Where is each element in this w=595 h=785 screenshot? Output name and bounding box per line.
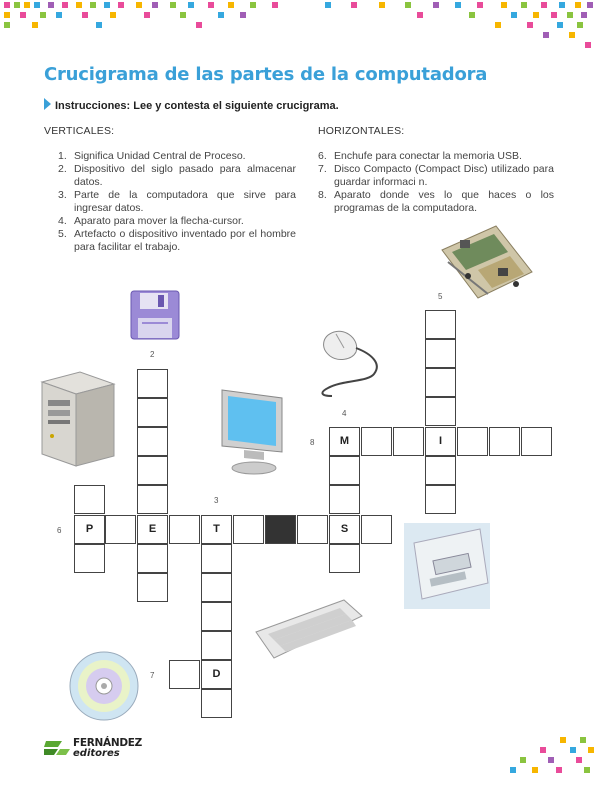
crossword-cell[interactable] — [329, 485, 360, 514]
crossword-cell[interactable] — [425, 310, 456, 339]
crossword-cell[interactable] — [361, 427, 392, 456]
clue-number: 3 — [214, 496, 219, 505]
clue-item: 6. Enchufe para conectar la memoria USB. — [318, 150, 522, 162]
crossword-cell[interactable] — [489, 427, 520, 456]
crossword-cell[interactable]: E — [137, 515, 168, 544]
clue-item: 4. Aparato para mover la flecha-cursor. — [58, 215, 244, 227]
instructions-text: Instrucciones: Lee y contesta el siguiente crucigrama. — [55, 100, 339, 112]
cd-disc-icon — [68, 650, 142, 724]
crossword-cell[interactable]: I — [425, 427, 456, 456]
crossword-cell[interactable] — [425, 485, 456, 514]
clue-item: 7. Disco Compacto (Compact Disc) utilizado para guardar informaci n. — [318, 163, 554, 188]
arrow-icon — [44, 98, 51, 110]
crossword-cell[interactable]: S — [329, 515, 360, 544]
crossword-cell[interactable]: D — [201, 660, 232, 689]
clue-number: 8 — [310, 438, 315, 447]
crossword-cell[interactable] — [201, 689, 232, 718]
floppy-disk-icon — [130, 290, 180, 340]
clue-number: 4 — [342, 409, 347, 418]
decorative-pixels-bottom-right — [500, 735, 595, 780]
crossword-cell[interactable] — [201, 544, 232, 573]
logo-name: FERNÁNDEZ — [73, 737, 142, 749]
verticales-list — [58, 150, 296, 254]
usb-port-icon — [404, 523, 490, 609]
crossword-cell[interactable] — [169, 660, 200, 689]
decorative-pixels-top-right — [305, 0, 595, 52]
mouse-icon — [312, 324, 392, 400]
crossword-cell[interactable] — [329, 456, 360, 485]
crossword-cell[interactable]: P — [74, 515, 105, 544]
crossword-cell[interactable] — [201, 602, 232, 631]
crossword-cell[interactable] — [425, 456, 456, 485]
crossword-cell[interactable] — [201, 631, 232, 660]
instructions — [44, 98, 339, 112]
crossword-cell[interactable] — [74, 544, 105, 573]
page-title: Crucigrama de las partes de la computadora — [44, 64, 488, 85]
crossword-cell[interactable] — [137, 573, 168, 602]
crossword-cell[interactable] — [169, 515, 200, 544]
crossword-cell[interactable] — [425, 397, 456, 426]
crossword-cell[interactable] — [105, 515, 136, 544]
horizontales-list — [318, 150, 554, 215]
crossword-cell[interactable] — [201, 573, 232, 602]
motherboard-icon — [438, 222, 534, 302]
crossword-cell[interactable] — [457, 427, 488, 456]
horizontales-heading: HORIZONTALES: — [318, 125, 405, 137]
clue-item: 1. Significa Unidad Central de Proceso. — [58, 150, 246, 162]
publisher-logo — [44, 737, 144, 761]
crossword-cell[interactable] — [137, 398, 168, 427]
crossword-cell[interactable]: T — [201, 515, 232, 544]
decorative-pixels-top-left — [0, 0, 290, 30]
clue-item: 3. Parte de la computadora que sirve para ingresar datos. — [58, 189, 296, 214]
clue-number: 6 — [57, 526, 62, 535]
clue-item: 8. Aparato donde ves lo que haces o los programas de la computadora. — [318, 189, 554, 214]
crossword-cell[interactable] — [137, 485, 168, 514]
crossword-cell[interactable] — [297, 515, 328, 544]
clue-number: 7 — [150, 671, 155, 680]
clue-item: 5. Artefacto o dispositivo inventado por el hombre para facilitar el trabajo. — [58, 228, 296, 253]
logo-icon — [44, 737, 72, 761]
crossword-cell[interactable] — [74, 485, 105, 514]
crossword-cell[interactable] — [137, 456, 168, 485]
crossword-cell[interactable] — [361, 515, 392, 544]
crossword-cell[interactable] — [425, 339, 456, 368]
crossword-cell[interactable] — [137, 427, 168, 456]
crossword-cell-blocked — [265, 515, 296, 544]
verticales-heading: VERTICALES: — [44, 125, 115, 137]
monitor-icon — [220, 388, 290, 478]
crossword-cell[interactable] — [233, 515, 264, 544]
clue-number: 5 — [438, 292, 443, 301]
crossword-cell[interactable] — [521, 427, 552, 456]
crossword-cell[interactable]: M — [329, 427, 360, 456]
crossword-cell[interactable] — [393, 427, 424, 456]
logo-sub: editores — [73, 748, 120, 759]
cpu-tower-icon — [40, 370, 116, 468]
clue-item: 2. Dispositivo del siglo pasado para almacenar datos. — [58, 163, 296, 188]
clue-number: 2 — [150, 350, 155, 359]
crossword-cell[interactable] — [137, 369, 168, 398]
crossword-cell[interactable] — [425, 368, 456, 397]
keyboard-icon — [254, 596, 364, 662]
crossword-cell[interactable] — [137, 544, 168, 573]
crossword-cell[interactable] — [329, 544, 360, 573]
